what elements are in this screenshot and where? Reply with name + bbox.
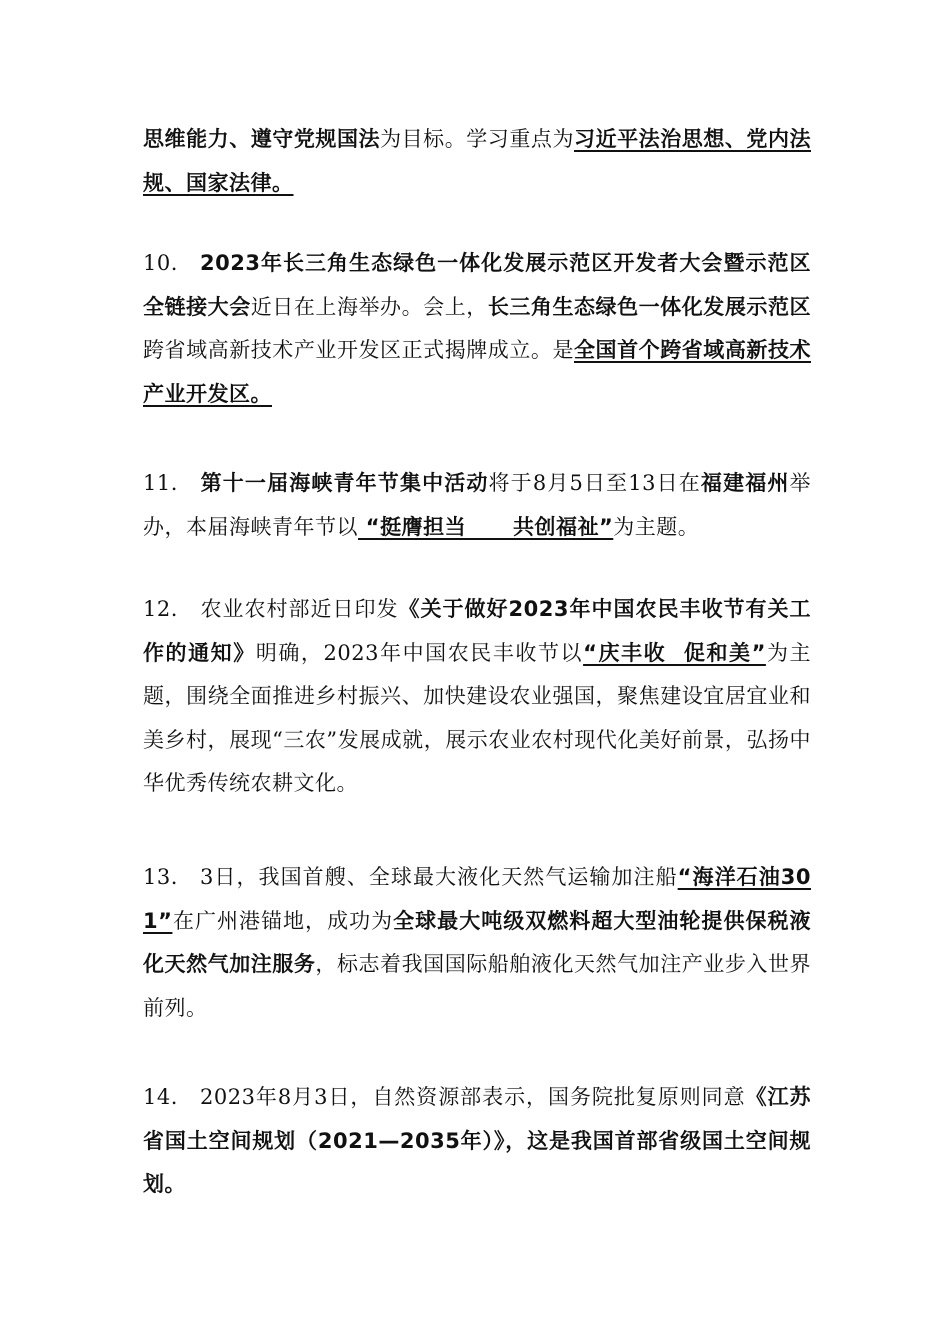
bold-text: 长三角生态绿色一体化发展示范区: [487, 294, 812, 319]
body-text: 为主题，围绕全面推进乡村振兴、加快建设农业强国，聚焦建设宜居宜业和美乡村，展现“三农”发展成就，展示农业农村现代化美好前景，弘扬中华优秀传统农耕文化。: [143, 640, 811, 795]
underlined-bold-text: “海洋石油301”: [143, 865, 811, 933]
item-number: 13.: [143, 865, 178, 889]
paragraph-item-14: [143, 1076, 811, 1207]
body-text: 举办，本届海峡青年节以: [143, 471, 811, 539]
bold-text: 思维能力、遵守党规国法: [143, 127, 381, 151]
underlined-bold-text: “挺膺担当 共创福祉”: [358, 514, 614, 539]
bold-text: 福建福州: [700, 471, 790, 495]
paragraph-item-9-continued: [143, 118, 811, 205]
item-number: 12.: [143, 597, 178, 621]
body-text: 为目标。学习重点为: [380, 127, 575, 151]
underlined-bold-text: 全国首个跨省域高新技术产业开发区。: [143, 338, 811, 406]
item-number: 14.: [143, 1085, 178, 1109]
body-text: 2023年8月3日，自然资源部表示，国务院批复原则同意: [200, 1085, 746, 1109]
item-number: 10.: [143, 251, 178, 275]
body-text: 在广州港锚地，成功为: [172, 908, 394, 933]
paragraph-item-12: [143, 588, 811, 806]
body-text: 近日在上海举办。会上，: [250, 294, 488, 319]
bold-text: 《关于做好2023年中国农民丰收节有关工作的通知》: [143, 597, 812, 665]
item-number: 11.: [143, 471, 178, 495]
underlined-bold-text: “庆丰收 促和美”: [583, 640, 766, 665]
underlined-bold-text: 习近平法治思想、党内法规、国家法律。: [143, 127, 812, 195]
bold-text: 第十一届海峡青年节集中活动: [200, 471, 489, 495]
body-text: 明确，2023年中国农民丰收节以: [255, 640, 584, 665]
bold-text: 《江苏省国土空间规划（2021—2035年）》，这是我国首部省级国土空间规划。: [143, 1085, 812, 1196]
body-text: 农业农村部近日印发: [200, 597, 399, 621]
bold-text: 2023年长三角生态绿色一体化发展示范区开发者大会暨示范区全链接大会: [143, 251, 811, 319]
body-text: 跨省域高新技术产业开发区正式揭牌成立。是: [143, 338, 574, 362]
paragraph-item-10: [143, 242, 811, 416]
bold-text: 全球最大吨级双燃料超大型油轮提供保税液化天然气加注服务: [143, 908, 811, 976]
body-text: 为主题。: [613, 514, 700, 539]
body-text: 将于8月5日至13日在: [488, 471, 701, 495]
body-text: ，标志着我国国际船舶液化天然气加注产业步入世界前列。: [143, 952, 812, 1020]
paragraph-item-11: [143, 462, 811, 549]
body-text: 3日，我国首艘、全球最大液化天然气运输加注船: [200, 865, 678, 889]
paragraph-item-13: [143, 856, 811, 1030]
